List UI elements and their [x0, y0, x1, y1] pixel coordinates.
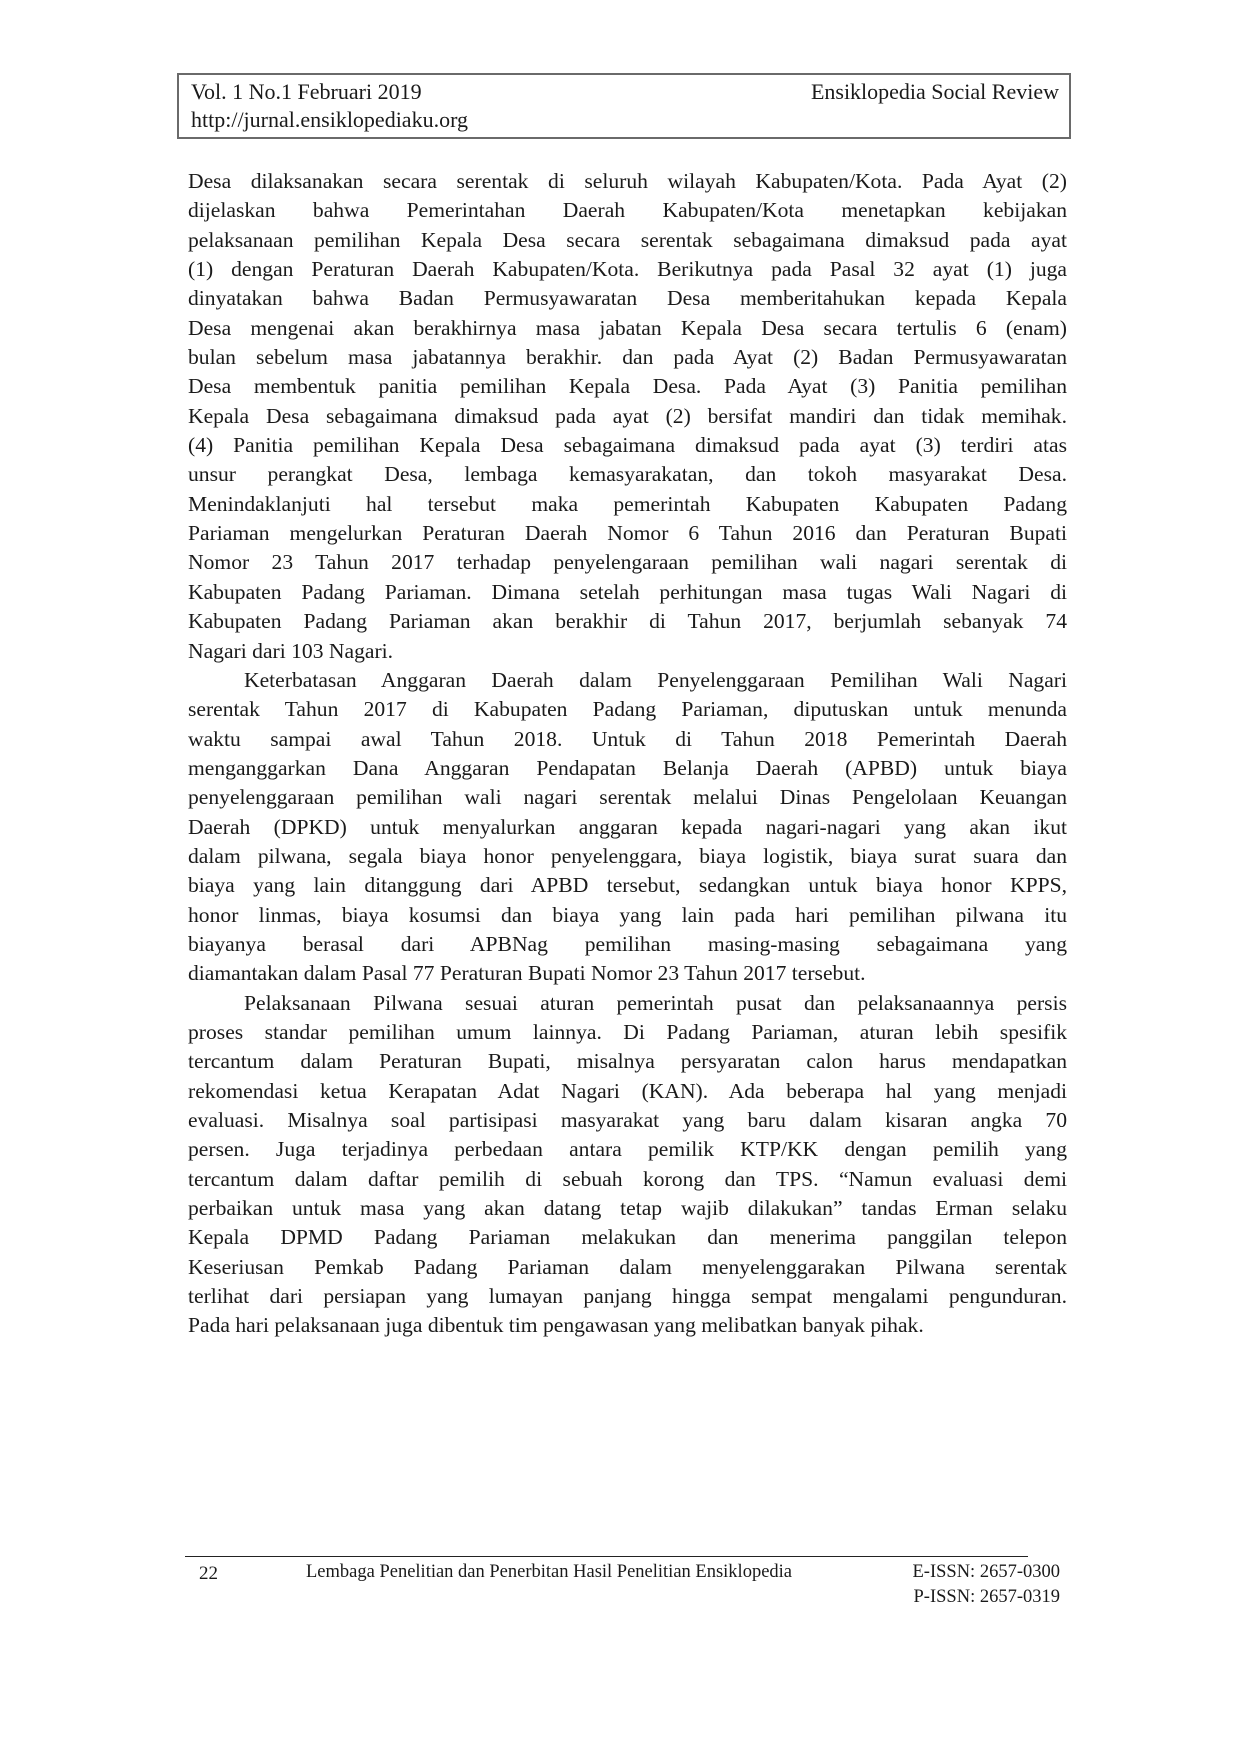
text-line: serentak Tahun 2017 di Kabupaten Padang Pariaman, diputuskan untuk menunda	[188, 697, 1067, 722]
text-line: biayanya berasal dari APBNag pemilihan masing-masing sebagaimana yang	[188, 931, 1067, 956]
text-line: pelaksanaan pemilihan Kepala Desa secara serentak sebagaimana dimaksud pada ayat	[188, 227, 1067, 252]
text-line: Nomor 23 Tahun 2017 terhadap penyelengaraan pemilihan wali nagari serentak di	[188, 550, 1067, 575]
paragraph	[188, 167, 1067, 666]
text-line: Kabupaten Padang Pariaman akan berakhir di Tahun 2017, berjumlah sebanyak 74	[188, 609, 1067, 634]
text-line: penyelenggaraan pemilihan wali nagari serentak melalui Dinas Pengelolaan Keuangan	[188, 785, 1067, 810]
text-line: Daerah (DPKD) untuk menyalurkan anggaran kepada nagari-nagari yang akan ikut	[188, 814, 1067, 839]
text-line: Desa mengenai akan berakhirnya masa jabatan Kepala Desa secara tertulis 6 (enam)	[188, 315, 1067, 340]
text-line: Keseriusan Pemkab Padang Pariaman dalam menyelenggarakan Pilwana serentak	[188, 1254, 1067, 1279]
text-line: dinyatakan bahwa Badan Permusyawaratan Desa memberitahukan kepada Kepala	[188, 286, 1067, 311]
p-issn: P-ISSN: 2657-0319	[913, 1587, 1060, 1607]
journal-name: Ensiklopedia Social Review	[810, 79, 1059, 104]
text-line: rekomendasi ketua Kerapatan Adat Nagari (KAN). Ada beberapa hal yang menjadi	[188, 1078, 1067, 1103]
text-line: dijelaskan bahwa Pemerintahan Daerah Kabupaten/Kota menetapkan kebijakan	[188, 198, 1067, 223]
paragraph	[188, 989, 1067, 1341]
footer-divider	[185, 1556, 1028, 1557]
text-line: waktu sampai awal Tahun 2018. Untuk di Tahun 2018 Pemerintah Daerah	[188, 726, 1067, 751]
running-header	[177, 73, 1071, 139]
text-line: (4) Panitia pemilihan Kepala Desa sebagaimana dimaksud pada ayat (3) terdiri atas	[188, 433, 1067, 458]
paragraph	[188, 666, 1067, 989]
text-line: biaya yang lain ditanggung dari APBD tersebut, sedangkan untuk biaya honor KPPS,	[188, 873, 1067, 898]
text-line: terlihat dari persiapan yang lumayan panjang hingga sempat mengalami pengunduran.	[188, 1284, 1067, 1309]
text-line: Desa membentuk panitia pemilihan Kepala Desa. Pada Ayat (3) Panitia pemilihan	[188, 374, 1067, 399]
text-line: menganggarkan Dana Anggaran Pendapatan Belanja Daerah (APBD) untuk biaya	[188, 755, 1067, 780]
text-line: Kabupaten Padang Pariaman. Dimana setelah perhitungan masa tugas Wali Nagari di	[188, 579, 1067, 604]
text-line: proses standar pemilihan umum lainnya. Di Padang Pariaman, aturan lebih spesifik	[188, 1019, 1067, 1044]
text-line: Kepala Desa sebagaimana dimaksud pada ayat (2) bersifat mandiri dan tidak memihak.	[188, 403, 1067, 428]
text-line: Pariaman mengelurkan Peraturan Daerah Nomor 6 Tahun 2016 dan Peraturan Bupati	[188, 521, 1067, 546]
text-line: bulan sebelum masa jabatannya berakhir. dan pada Ayat (2) Badan Permusyawaratan	[188, 345, 1067, 370]
text-line: Pada hari pelaksanaan juga dibentuk tim pengawasan yang melibatkan banyak pihak.	[188, 1313, 924, 1338]
text-line: unsur perangkat Desa, lembaga kemasyarakatan, dan tokoh masyarakat Desa.	[188, 462, 1067, 487]
text-line: tercantum dalam Peraturan Bupati, misalnya persyaratan calon harus mendapatkan	[188, 1049, 1067, 1074]
text-line: Kepala DPMD Padang Pariaman melakukan dan menerima panggilan telepon	[188, 1225, 1067, 1250]
text-line: persen. Juga terjadinya perbedaan antara pemilik KTP/KK dengan pemilih yang	[188, 1137, 1067, 1162]
text-line: Desa dilaksanakan secara serentak di seluruh wilayah Kabupaten/Kota. Pada Ayat (2)	[188, 169, 1067, 193]
text-line: tercantum dalam daftar pemilih di sebuah korong dan TPS. “Namun evaluasi demi	[188, 1166, 1067, 1191]
journal-url: http://jurnal.ensiklopediaku.org	[191, 107, 468, 132]
text-line: Nagari dari 103 Nagari.	[188, 638, 394, 663]
text-line: perbaikan untuk masa yang akan datang tetap wajib dilakukan” tandas Erman selaku	[188, 1196, 1067, 1221]
text-line: Keterbatasan Anggaran Daerah dalam Penyelenggaraan Pemilihan Wali Nagari	[244, 667, 1067, 692]
text-line: Menindaklanjuti hal tersebut maka pemerintah Kabupaten Kabupaten Padang	[188, 491, 1067, 516]
text-line: Pelaksanaan Pilwana sesuai aturan pemerintah pusat dan pelaksanaannya persis	[244, 990, 1067, 1015]
text-line: evaluasi. Misalnya soal partisipasi masyarakat yang baru dalam kisaran angka 70	[188, 1108, 1067, 1132]
text-line: dalam pilwana, segala biaya honor penyelenggara, biaya logistik, biaya surat suara dan	[188, 843, 1067, 868]
volume-issue: Vol. 1 No.1 Februari 2019	[191, 79, 422, 104]
page-number: 22	[199, 1563, 218, 1584]
e-issn: E-ISSN: 2657-0300	[912, 1562, 1060, 1582]
publisher-name: Lembaga Penelitian dan Penerbitan Hasil Penelitian Ensiklopedia	[306, 1562, 793, 1582]
text-line: honor linmas, biaya kosumsi dan biaya yang lain pada hari pemilihan pilwana itu	[188, 902, 1067, 927]
article-body	[188, 167, 1067, 1341]
text-line: diamantakan dalam Pasal 77 Peraturan Bupati Nomor 23 Tahun 2017 tersebut.	[188, 961, 866, 986]
text-line: (1) dengan Peraturan Daerah Kabupaten/Kota. Berikutnya pada Pasal 32 ayat (1) juga	[188, 257, 1067, 282]
